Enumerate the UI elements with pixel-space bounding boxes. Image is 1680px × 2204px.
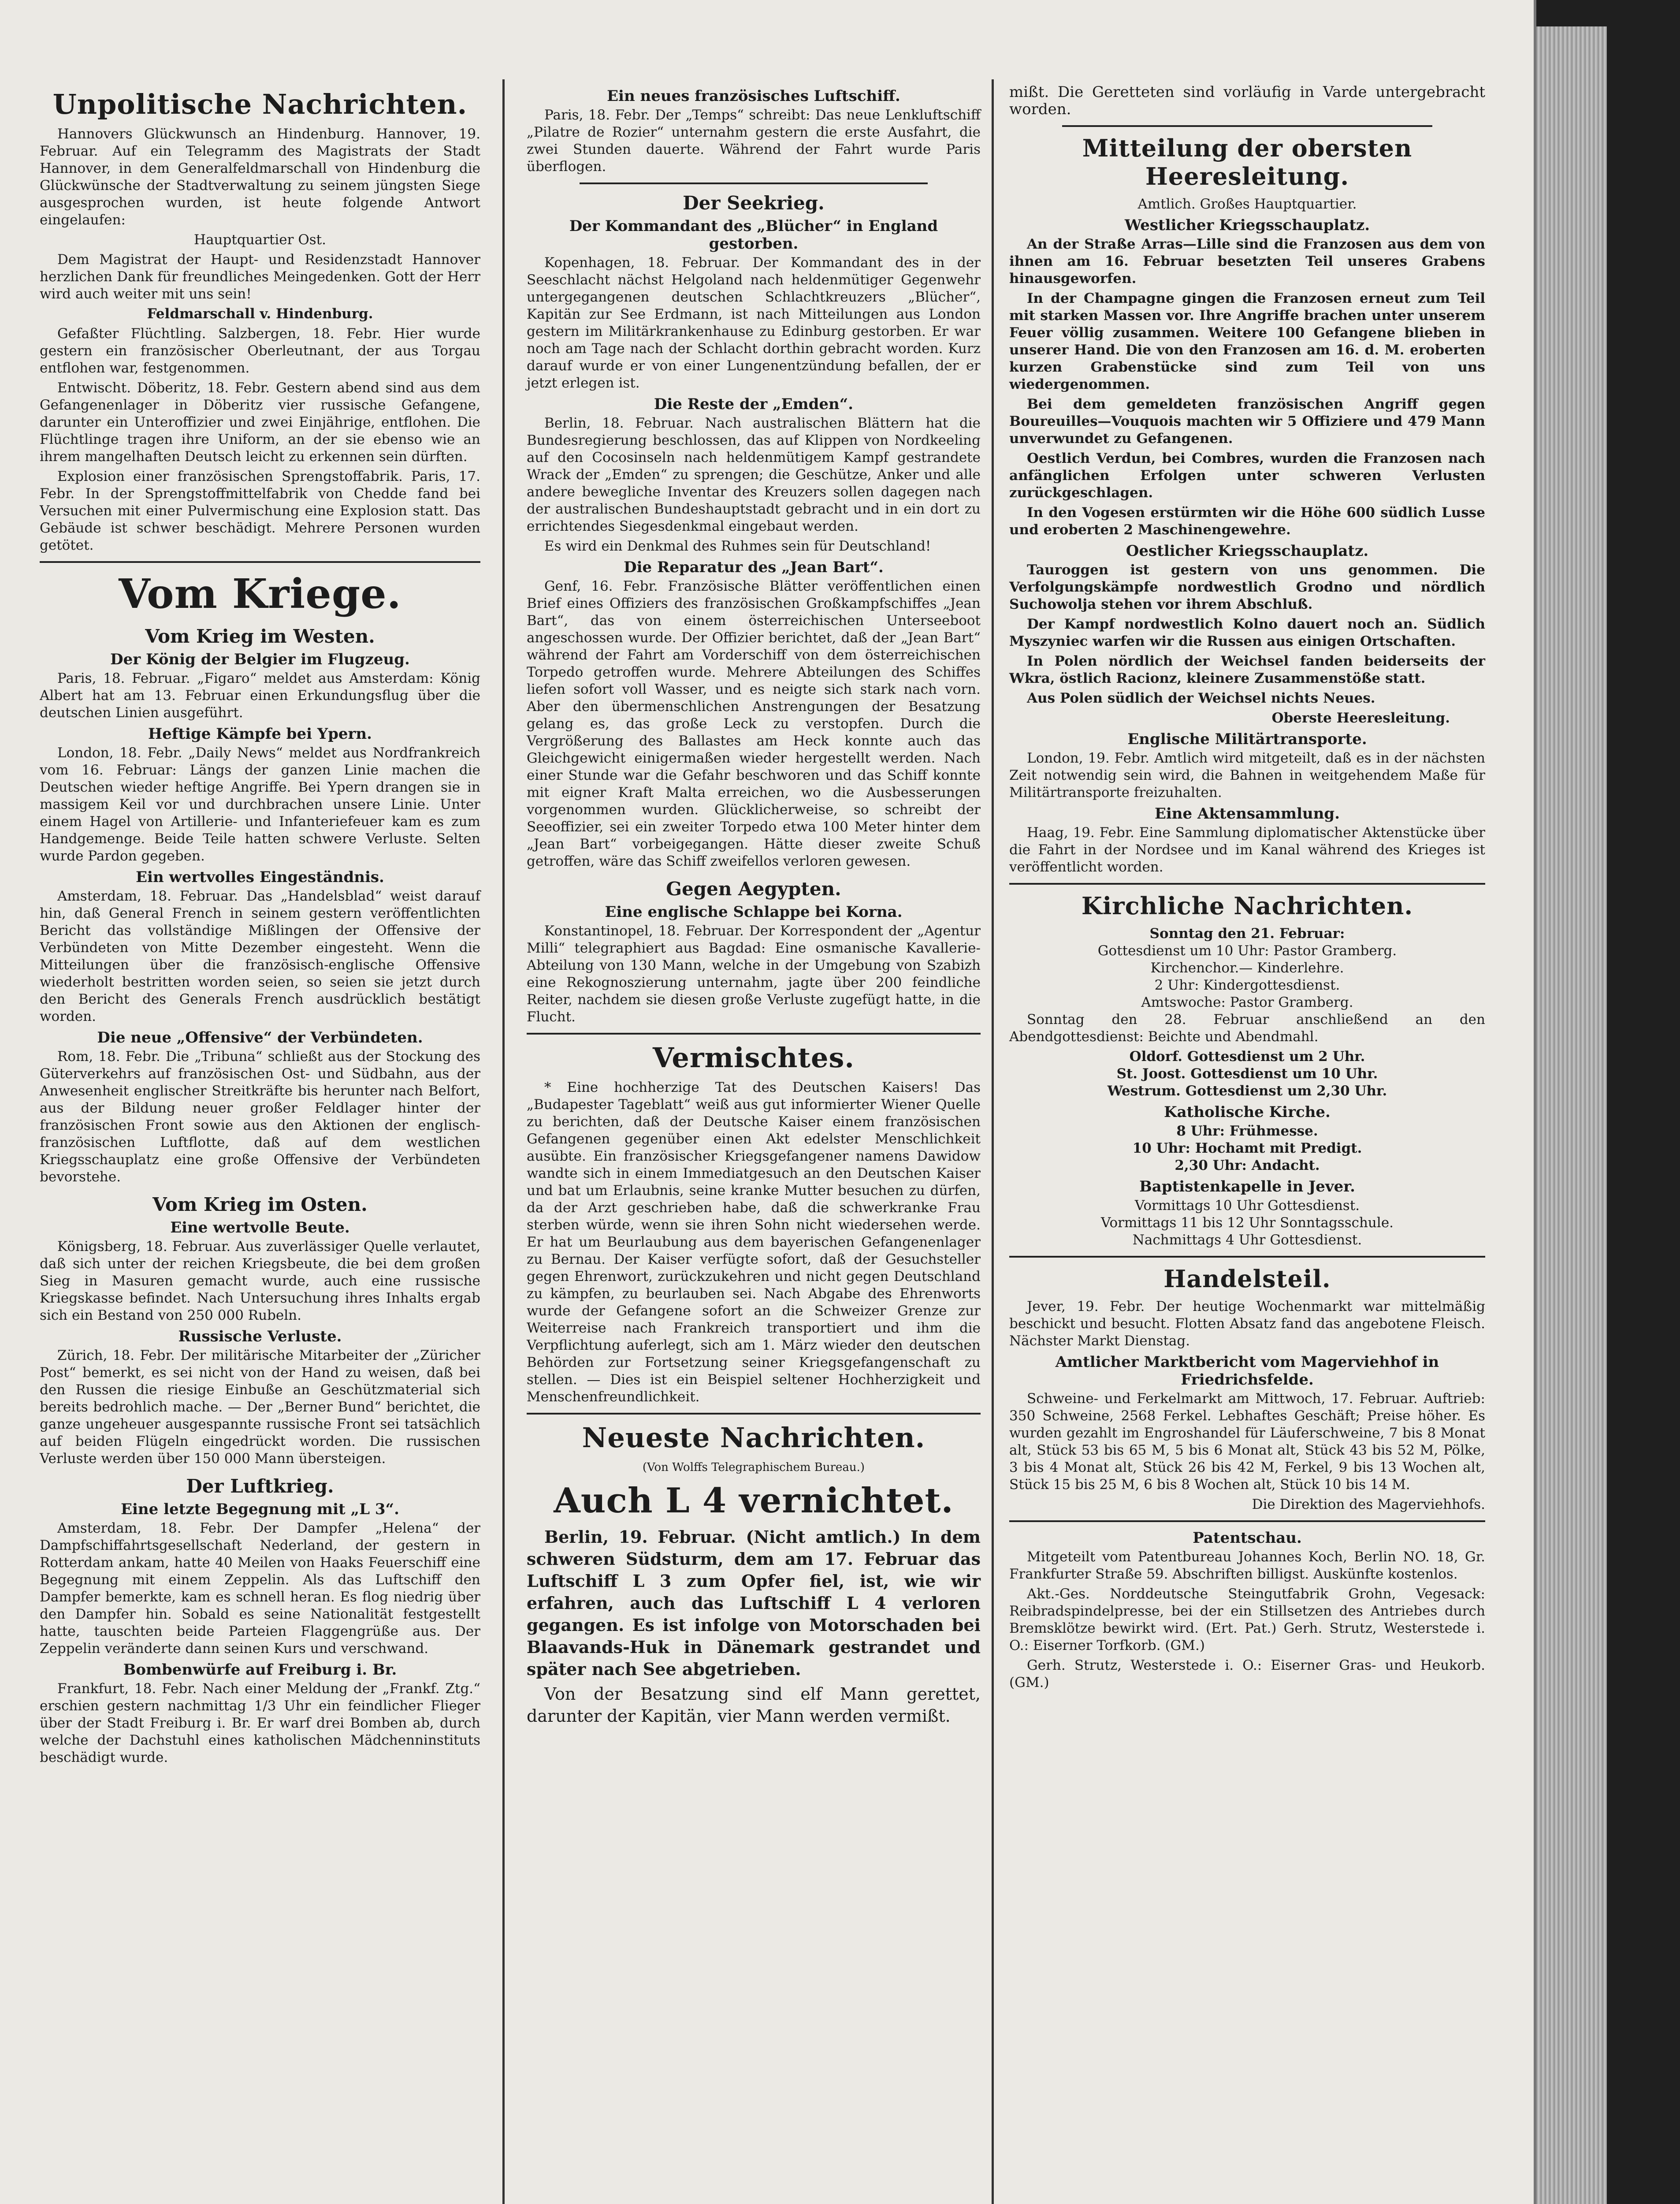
subsection-title: Vom Krieg im Osten.: [152, 1194, 368, 1215]
list-item: Amtswoche: Pastor Gramberg.: [1141, 994, 1353, 1010]
article-text: Haag, 19. Febr. Eine Sammlung diplomatischer Aktenstücke über die Fahrt in der Nordsee und im Kanal während des Krieges ist veröffentlicht worden.: [1009, 825, 1485, 875]
article-text: London, 18. Febr. „Daily News“ meldet aus Nordfrankreich vom 16. Februar: Längs der ganzen Linie machen die Deutschen wieder heftige Angriffe. Bei Ypern drangen sie in massigem Keil vor und durchbrachen unsere Linie. Unter einem Hagel von Artillerie- und Infanteriefeuer kam es zum Handgemenge. Beide Teile hatten schwere Verluste. Selten wurde Pardon gegeben.: [40, 745, 480, 864]
article-text: Gefaßter Flüchtling. Salzbergen, 18. Febr. Hier wurde gestern ein französischer Oberleutnant, der aus Torgau entflohen war, festgenommen.: [40, 326, 480, 376]
subsection-title: Gegen Aegypten.: [666, 878, 841, 900]
article-text: Explosion einer französischen Sprengstoffabrik. Paris, 17. Febr. In der Sprengstoffmittelfabrik von Chedde fand bei Versuchen mit einer Pulvermischung eine Explosion statt. Das Gebäude ist schwer beschädigt. Mehrere Personen wurden getötet.: [40, 469, 480, 553]
list-item: Sonntag den 21. Februar:: [1149, 926, 1345, 942]
section-title: Kirchliche Nachrichten.: [1081, 892, 1413, 920]
article-heading: Englische Militärtransporte.: [1127, 730, 1367, 748]
article-text: An der Straße Arras—Lille sind die Franzosen aus dem von ihnen am 16. Februar besetzten Teil unseres Grabens hinausgeworfen.: [1009, 236, 1485, 287]
section-title: Mitteilung der obersten Heeresleitung.: [1082, 134, 1412, 190]
article-text: Akt.-Ges. Norddeutsche Steingutfabrik Grohn, Vegesack: Reibradspindelpresse, bei der ein Stillsetzen des Antriebes durch Bremsklötze bewirkt wird. (Ert. Pat.) Gerh. Strutz, Westerstede i. O.: Eiserner Torfkorb. (GM.): [1009, 1586, 1485, 1653]
article-text: Der Kampf nordwestlich Kolno dauert noch an. Südlich Myszyniec warfen wir die Russen aus einigen Ortschaften.: [1009, 616, 1485, 649]
divider: [1009, 1256, 1485, 1258]
article-text: Zürich, 18. Febr. Der militärische Mitarbeiter der „Züricher Post“ bemerkt, es sei nicht von der Hand zu weisen, daß bei den Russen die riesige Einbuße an Geschützmaterial sich bereits bedrohlich mache. — Der „Berner Bund“ berichtet, die ganze ungeheuer ausgespannte russische Front sei tatsächlich auf beiden Flügeln eingedrückt worden. Die russischen Verluste werden über 150 000 Mann übersteigen.: [40, 1348, 480, 1467]
article-text: In Polen nördlich der Weichsel fanden beiderseits der Wkra, östlich Racionz, kleinere Zusammenstöße statt.: [1009, 653, 1485, 686]
article-text: Paris, 18. Februar. „Figaro“ meldet aus Amsterdam: König Albert hat am 13. Februar einen Erkundungsflug über die deutschen Linien ausgeführt.: [40, 670, 480, 721]
column-2: [527, 84, 981, 1730]
article-text: Oestlich Verdun, bei Combres, wurden die Franzosen nach anfänglichen Erfolgen unter schweren Verlusten zurückgeschlagen.: [1009, 450, 1485, 501]
article-text: Königsberg, 18. Februar. Aus zuverlässiger Quelle verlautet, daß sich unter der reichen Kriegsbeute, die bei dem großen Sieg in Masuren gemacht wurde, auch eine russische Kriegskasse befindet. Nach Untersuchung ihres Inhalts ergab sich ein Bestand von 250 000 Rubeln.: [40, 1239, 480, 1323]
article-heading: Baptistenkapelle in Jever.: [1139, 1178, 1355, 1195]
divider: [527, 1413, 981, 1415]
article-text: Paris, 18. Febr. Der „Temps“ schreibt: Das neue Lenkluftschiff „Pilatre de Rozier“ unternahm gestern die erste Ausfahrt, die zwei Stunden dauerte. Während der Fahrt wurde Paris überflogen.: [527, 107, 981, 175]
article-text: Bei dem gemeldeten französischen Angriff gegen Boureuilles—Vouquois machten wir 5 Offiziere und 479 Mann unverwundet zu Gefangenen.: [1009, 396, 1485, 447]
article-heading: Der Kommandant des „Blücher“ in England gestorben.: [569, 217, 938, 253]
list-item: Vormittags 10 Uhr Gottesdienst.: [1134, 1198, 1360, 1214]
article-heading: Ein wertvolles Eingeständnis.: [136, 868, 384, 886]
list-item: 2 Uhr: Kindergottesdienst.: [1154, 977, 1340, 993]
article-heading: Patentschau.: [1193, 1529, 1302, 1547]
list-item: Kirchenchor.— Kinderlehre.: [1150, 960, 1344, 976]
signature: Feldmarschall v. Hindenburg.: [147, 306, 373, 322]
list-item: Gottesdienst um 10 Uhr: Pastor Gramberg.: [1097, 943, 1397, 959]
article-heading: Heftige Kämpfe bei Ypern.: [148, 725, 372, 743]
article-text: Jever, 19. Febr. Der heutige Wochenmarkt war mittelmäßig beschickt und besucht. Flotten Absatz fand das angebotene Fleisch. Nächster Markt Dienstag.: [1009, 1299, 1485, 1349]
column-3: [1009, 84, 1485, 1694]
article-text: Berlin, 19. Februar. (Nicht amtlich.) In dem schweren Südsturm, dem am 17. Februar das Luftschiff L 3 zum Opfer fiel, ist, wie wir erfahren, auch das Luftschiff L 4 verloren gegangen. Es ist infolge von Motorschaden bei Blaavands-Huk in Dänemark gestrandet und später nach See abgetrieben.: [527, 1527, 981, 1679]
article-text: Hauptquartier Ost.: [194, 232, 326, 248]
article-text: * Eine hochherzige Tat des Deutschen Kaisers! Das „Budapester Tageblatt“ weiß aus gut informierter Wiener Quelle zu berichten, daß der Deutsche Kaiser einem französischen Gefangenen gegenüber einen Akt edelster Menschlichkeit ausübte. Ein französischer Kriegsgefangener namens Dawidow wandte sich in einem Immediatgesuch an den Deutschen Kaiser und bat um Erlaubnis, seine kranke Mutter besuchen zu dürfen, da der Arzt geschrieben habe, daß die schwerkranke Frau sterben würde, wenn sie ihren Sohn nicht wiedersehen werde. Er hat um Beurlaubung aus dem bayerischen Gefangenenlager zu Bernau. Der Kaiser verfügte sofort, daß der Gesuchsteller gegen Ehrenwort, zurückzukehren und nicht gegen Deutschland zu kämpfen, zu beurlauben sei. Nach Abgabe des Ehrenworts wurde der Gefangene sofort an die Schweizer Grenze zur Weiterreise nach Frankreich transportiert und ihm die Verpflichtung auferlegt, sich am 1. März wieder den deutschen Behörden zur Fortsetzung seiner Kriegsgefangenschaft zu stellen. — Dies ist ein Beispiel seltener Hochherzigkeit und Menschenfreundlichkeit.: [527, 1080, 981, 1405]
article-text: Genf, 16. Febr. Französische Blätter veröffentlichen einen Brief eines Offiziers des französischen Großkampfschiffes „Jean Bart“, das von einem österreichischen Unterseeboot angeschossen wurde. Der Offizier berichtet, daß der „Jean Bart“ während der Fahrt am Vorderschiff von dem österreichischen Torpedo getroffen wurde. Mehrere Abteilungen des Schiffes liefen sofort voll Wasser, und es neigte sich stark nach vorn. Aber den übermenschlichen Anstrengungen der Besatzung gelang es, das große Leck zu verstopfen. Durch die Vergrößerung des Ballastes am Heck konnte auch das Gleichgewicht einigermaßen wieder hergestellt werden. Nach einer Stunde war die Gefahr beschworen und das Schiff konnte mit eigner Kraft Malta erreichen, wo die Ausbesserungen vorgenommen wurden. Glücklicherweise, so schreibt der Seeoffizier, sei ein zweiter Torpedo etwa 100 Meter hinter dem „Jean Bart“ vorbeigegangen. Hätte dieser zweite Schuß getroffen, wäre das Schiff zweifellos verloren gewesen.: [527, 578, 981, 869]
article-text: Amsterdam, 18. Februar. Das „Handelsblad“ weist darauf hin, daß General French in seinem gestern veröffentlichten Bericht das vollständige Mißlingen der Offensive der Verbündeten von Mitte Dezember eingesteht. Wenn die Mitteilungen über die französisch-englische Offensive wiederholt bestritten worden seien, so seien sie jetzt durch den Bericht des Generals French ausdrücklich bestätigt worden.: [40, 888, 480, 1024]
divider: [1009, 1520, 1485, 1522]
section-title: Vermischtes.: [653, 1042, 855, 1074]
divider: [40, 561, 480, 563]
article-text: Amtlich. Großes Hauptquartier.: [1137, 196, 1357, 212]
source-note: (Von Wolffs Telegraphischem Bureau.): [642, 1461, 865, 1474]
signature: Oberste Heeresleitung.: [1271, 710, 1450, 726]
article-text: Gerh. Strutz, Westerstede i. O.: Eiserner Gras- und Heukorb. (GM.): [1009, 1657, 1485, 1690]
section-title: Handelsteil.: [1163, 1265, 1331, 1293]
article-text: Konstantinopel, 18. Februar. Der Korrespondent der „Agentur Milli“ telegraphiert aus Bagdad: Eine osmanische Kavallerie-Abteilung von 130 Mann, welche in der Umgebung von Szabizh eine Rekognoszierung unternahm, jagte über 200 feindliche Reiter, nachdem sie diesen große Verluste zugefügt hatte, in die Flucht.: [527, 923, 981, 1025]
list-item: Nachmittags 4 Uhr Gottesdienst.: [1132, 1232, 1362, 1248]
article-text: Rom, 18. Febr. Die „Tribuna“ schließt aus der Stockung des Güterverkehrs auf französischen Ost- und Südbahn, aus der Anwesenheit englischer Streitkräfte bis herunter nach Belfort, aus der Bildung neuer großer Feldlager hinter der französischen Front sowie aus den Aktionen der englisch-französischen Luftflotte, daß auf dem westlichen Kriegsschauplatz eine große Offensive der Verbündeten bevorstehe.: [40, 1049, 480, 1185]
article-heading: Die Reste der „Emden“.: [654, 395, 854, 413]
article-heading: Russische Verluste.: [178, 1328, 342, 1345]
article-heading: Der König der Belgier im Flugzeug.: [110, 651, 410, 668]
signature: Die Direktion des Magerviehhofs.: [1252, 1497, 1485, 1512]
article-heading: Amtlicher Marktbericht vom Magerviehhof in Friedrichsfelde.: [1055, 1353, 1439, 1389]
article-text: Frankfurt, 18. Febr. Nach einer Meldung der „Frankf. Ztg.“ erschien gestern nachmittag 1/3 Uhr ein feindlicher Flieger über der Stadt Freiburg i. Br. Er warf drei Bomben ab, durch welche der Dachstuhl eines katholischen Mädchenninstituts beschädigt wurde.: [40, 1681, 480, 1765]
section-title: Vom Kriege.: [119, 570, 401, 618]
article-text: In der Champagne gingen die Franzosen erneut zum Teil mit starken Massen vor. Ihre Angriffe brachen unter unserem Feuer völlig zusammen. Weitere 100 Gefangene blieben in unserer Hand. Die von den Franzosen am 16. d. M. eroberten kurzen Grabenstücke sind zum Teil von uns wiedergenommen.: [1009, 290, 1485, 392]
column-rule: [502, 79, 505, 2204]
divider: [1062, 125, 1432, 127]
subsection-title: Der Seekrieg.: [683, 192, 825, 214]
article-heading: Oestlicher Kriegsschauplatz.: [1126, 542, 1369, 560]
article-text: Es wird ein Denkmal des Ruhmes sein für Deutschland!: [544, 538, 931, 554]
section-title: Unpolitische Nachrichten.: [52, 88, 468, 120]
list-item: 8 Uhr: Frühmesse.: [1176, 1123, 1318, 1139]
article-heading: Eine Aktensammlung.: [1154, 805, 1340, 823]
article-text: mißt. Die Geretteten sind vorläufig in Varde untergebracht worden.: [1009, 83, 1485, 118]
section-title: Neueste Nachrichten.: [582, 1422, 925, 1454]
article-text: Hannovers Glückwunsch an Hindenburg. Hannover, 19. Februar. Auf ein Telegramm des Magistrats der Stadt Hannover, in dem Generalfeldmarschall von Hindenburg die Glückwünsche der Stadtverwaltung zu seinem jüngsten Siege ausgesprochen wurden, ist heute folgende Antwort eingelaufen:: [40, 126, 480, 228]
column-1: [40, 84, 480, 1769]
subsection-title: Der Luftkrieg.: [186, 1475, 334, 1497]
article-text: Amsterdam, 18. Febr. Der Dampfer „Helena“ der Dampfschiffahrtsgesellschaft Nederland, der gestern in Rotterdam ankam, hatte 40 Meilen von Haaks Feuerschiff eine Begegnung mit einem Zeppelin. Als das Luftschiff den Dampfer bemerkte, kam es schnell heran. Es flog niedrig über den Dampfer hin. Sobald es seine Nationalität festgestellt hatte, tauschten beide Parteien Flaggengrüße aus. Der Zeppelin veränderte dann seinen Kurs und verschwand.: [40, 1520, 480, 1657]
article-heading: Eine letzte Begegnung mit „L 3“.: [121, 1500, 399, 1518]
article-heading: Die Reparatur des „Jean Bart“.: [624, 558, 884, 576]
list-item: Westrum. Gottesdienst um 2,30 Uhr.: [1107, 1083, 1387, 1099]
column-rule: [992, 79, 994, 2204]
list-item: 10 Uhr: Hochamt mit Predigt.: [1132, 1140, 1362, 1156]
article-heading: Katholische Kirche.: [1164, 1103, 1331, 1121]
article-text: Berlin, 18. Februar. Nach australischen Blättern hat die Bundesregierung beschlossen, das auf Klippen von Nordkeeling auf den Cocosinseln nach heldenmütigem Kampf gestrandete Wrack der „Emden“ zu sprengen; die Geschütze, Anker und alle andere bewegliche Inventar des Kreuzers sollen dagegen nach der australischen Bundeshauptstadt gebracht und in ein dort zu errichtendes Siegesdenkmal eingebaut werden.: [527, 415, 981, 534]
article-heading: Eine englische Schlappe bei Korna.: [605, 903, 903, 921]
article-heading: Ein neues französisches Luftschiff.: [607, 87, 900, 105]
article-text: Entwischt. Döberitz, 18. Febr. Gestern abend sind aus dem Gefangenenlager in Döberitz vier russische Gefangene, darunter ein Unteroffizier und zwei Einjährige, entflohen. Die Flüchtlinge tragen ihre Uniform, an der sie ebenso wie an ihrem mangelhaften Deutsch leicht zu erkennen sein dürften.: [40, 380, 480, 465]
subsection-title: Vom Krieg im Westen.: [145, 625, 375, 647]
article-text: London, 19. Febr. Amtlich wird mitgeteilt, daß es in der nächsten Zeit notwendig sein wird, die Bahnen in weitgehendem Maße für Militärtransporte freizuhalten.: [1009, 750, 1485, 800]
divider: [580, 182, 928, 184]
list-item: Oldorf. Gottesdienst um 2 Uhr.: [1129, 1049, 1365, 1065]
book-page-edges: [1536, 26, 1607, 2204]
article-heading: Eine wertvolle Beute.: [170, 1219, 350, 1236]
headline: Auch L 4 vernichtet.: [554, 1481, 954, 1521]
list-item: St. Joost. Gottesdienst um 10 Uhr.: [1116, 1066, 1378, 1082]
article-text: Kopenhagen, 18. Februar. Der Kommandant des in der Seeschlacht nächst Helgoland nach heldenmütiger Gegenwehr untergegangenen deutschen Schlachtkreuzers „Blücher“, Kapitän zur See Erdmann, ist nach Mitteilungen aus London gestern im Militärkrankenhause zu Edinburg gestorben. Er war noch am Tage nach der Schlacht dorthin gebracht worden. Kurz darauf wurde er von einer Lungenentzündung befallen, der er jetzt erlegen ist.: [527, 255, 981, 391]
article-heading: Bombenwürfe auf Freiburg i. Br.: [123, 1661, 397, 1679]
divider: [527, 1033, 981, 1035]
article-heading: Die neue „Offensive“ der Verbündeten.: [97, 1029, 423, 1046]
list-item: Vormittags 11 bis 12 Uhr Sonntagsschule.: [1100, 1215, 1394, 1231]
article-text: Mitgeteilt vom Patentbureau Johannes Koch, Berlin NO. 18, Gr. Frankfurter Straße 59. Abschriften billigst. Auskünfte kostenlos.: [1009, 1549, 1485, 1582]
list-item: 2,30 Uhr: Andacht.: [1175, 1158, 1320, 1173]
list-item: Sonntag den 28. Februar anschließend an den Abendgottesdienst: Beichte und Abendmahl.: [1009, 1012, 1485, 1045]
article-text: Von der Besatzung sind elf Mann gerettet, darunter der Kapitän, vier Mann werden vermißt.: [527, 1684, 981, 1726]
article-text: Schweine- und Ferkelmarkt am Mittwoch, 17. Februar. Auftrieb: 350 Schweine, 2568 Ferkel. Lebhaftes Geschäft; Preise höher. Es wurden gezahlt im Engroshandel für Läuferschweine, 7 bis 8 Monat alt, Stück 53 bis 65 M, 5 bis 6 Monat alt, Stück 43 bis 52 M, Pölke, 3 bis 4 Monat alt, Stück 26 bis 42 M, Ferkel, 9 bis 13 Wochen alt, Stück 15 bis 25 M, 6 bis 8 Wochen alt, Stück 10 bis 14 M.: [1009, 1391, 1485, 1493]
article-text: Aus Polen südlich der Weichsel nichts Neues.: [1027, 690, 1375, 706]
article-heading: Westlicher Kriegsschauplatz.: [1124, 216, 1370, 234]
article-text: Tauroggen ist gestern von uns genommen. Die Verfolgungskämpfe nordwestlich Grodno und nördlich Suchowolja stehen vor ihrem Abschluß.: [1009, 562, 1485, 612]
article-text: Dem Magistrat der Haupt- und Residenzstadt Hannover herzlichen Dank für freundliches Meingedenken. Gott der Herr wird auch weiter mit uns sein!: [40, 252, 480, 302]
article-text: In den Vogesen erstürmten wir die Höhe 600 südlich Lusse und eroberten 2 Maschinengewehre.: [1009, 505, 1485, 538]
divider: [1009, 883, 1485, 885]
